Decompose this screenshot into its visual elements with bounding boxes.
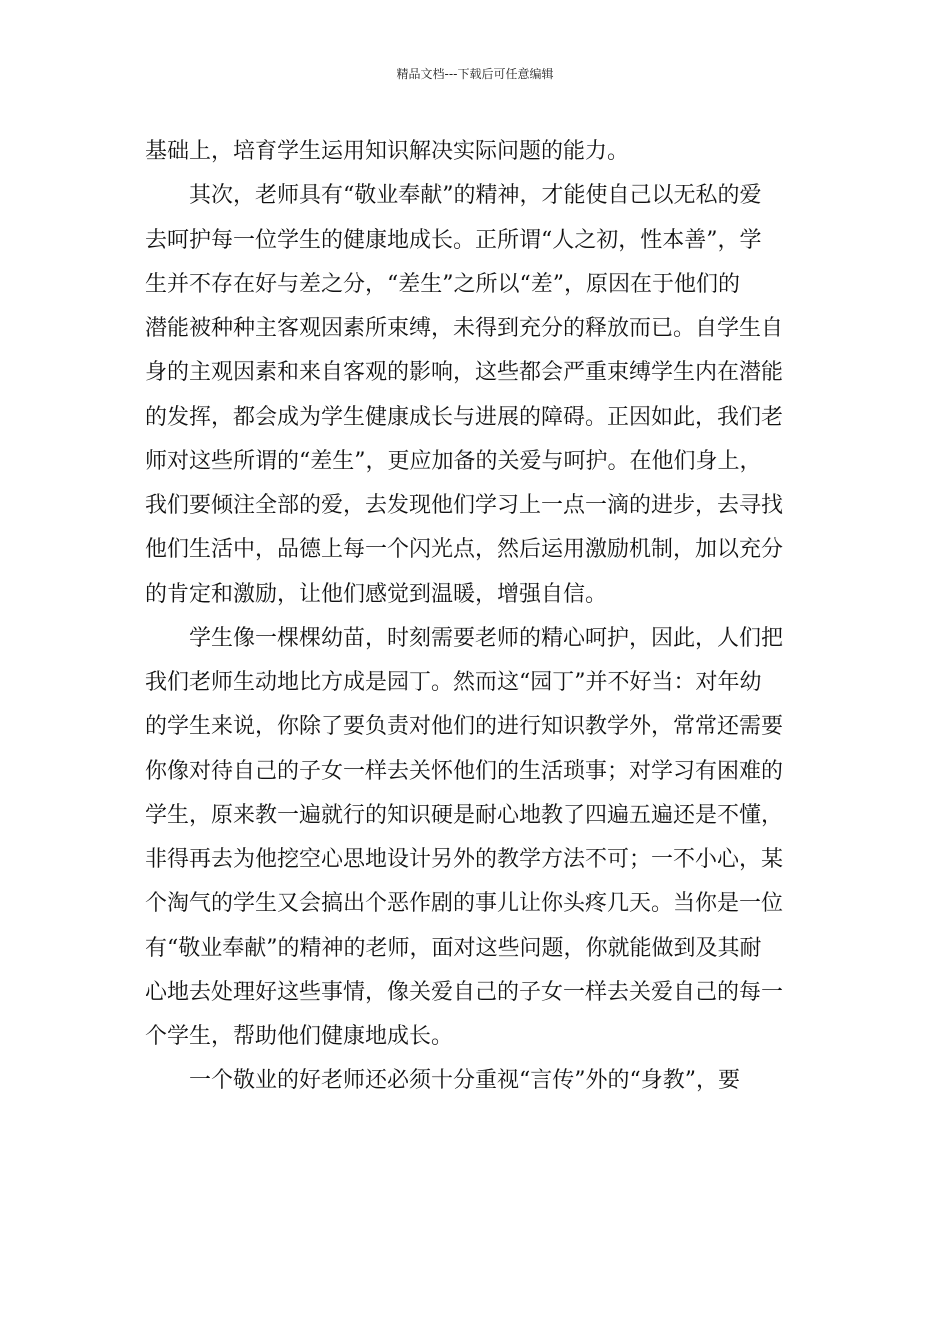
text-line: 非得再去为他挖空心思地设计另外的教学方法不可；一不小心，某 [145,847,784,872]
text-line: 学生，原来教一遍就行的知识硬是耐心地教了四遍五遍还是不懂， [145,802,784,828]
text-line: 身的主观因素和来自客观的影响，这些都会严重束缚学生内在潜能 [145,360,784,386]
text-line: 我们要倾注全部的爱，去发现他们学习上一点一滴的进步，去寻找 [145,493,784,518]
text-line: 去呵护每一位学生的健康地成长。正所谓“人之初，性本善”，学 [145,227,762,253]
text-line: 我们老师生动地比方成是园丁。然而这“园丁”并不好当：对年幼 [145,670,762,695]
text-line: 师对这些所谓的“差生”，更应加备的关爱与呵护。在他们身上， [145,448,762,474]
text-line: 其次，老师具有“敬业奉献”的精神，才能使自己以无私的爱 [189,183,762,209]
text-line: 的学生来说，你除了要负责对他们的进行知识教学外，常常还需要 [145,714,784,740]
text-line: 基础上，培育学生运用知识解决实际问题的能力。 [145,139,630,164]
text-line: 生并不存在好与差之分，“差生”之所以“差”，原因在于他们的 [145,271,740,297]
paragraph-3 [145,617,807,1060]
text-line: 潜能被种种主客观因素所束缚，未得到充分的释放而已。自学生自 [145,316,784,341]
paragraph-2 [145,174,807,617]
text-line: 他们生活中，品德上每一个闪光点，然后运用激励机制，加以充分 [145,537,784,563]
document-body [145,130,807,1104]
text-line: 心地去处理好这些事情，像关爱自己的子女一样去关爱自己的每一 [145,979,784,1005]
paragraph-1 [145,130,807,174]
text-line: 学生像一棵棵幼苗，时刻需要老师的精心呵护，因此，人们把 [189,625,784,651]
text-line: 有“敬业奉献”的精神的老师，面对这些问题，你就能做到及其耐 [145,935,762,961]
text-line: 个学生，帮助他们健康地成长。 [145,1024,454,1049]
text-line: 你像对待自己的子女一样去关怀他们的生活琐事；对学习有困难的 [145,758,784,784]
paragraph-4 [145,1059,807,1103]
text-line: 的肯定和激励，让他们感觉到温暖，增强自信。 [145,581,608,607]
text-line: 一个敬业的好老师还必须十分重视“言传”外的“身教”，要 [189,1068,740,1094]
page-header: 精品文档---下载后可任意编辑 [396,67,554,81]
text-line: 的发挥，都会成为学生健康成长与进展的障碍。正因如此，我们老 [145,404,784,430]
text-line: 个淘气的学生又会搞出个恶作剧的事儿让你头疼几天。当你是一位 [145,891,784,917]
